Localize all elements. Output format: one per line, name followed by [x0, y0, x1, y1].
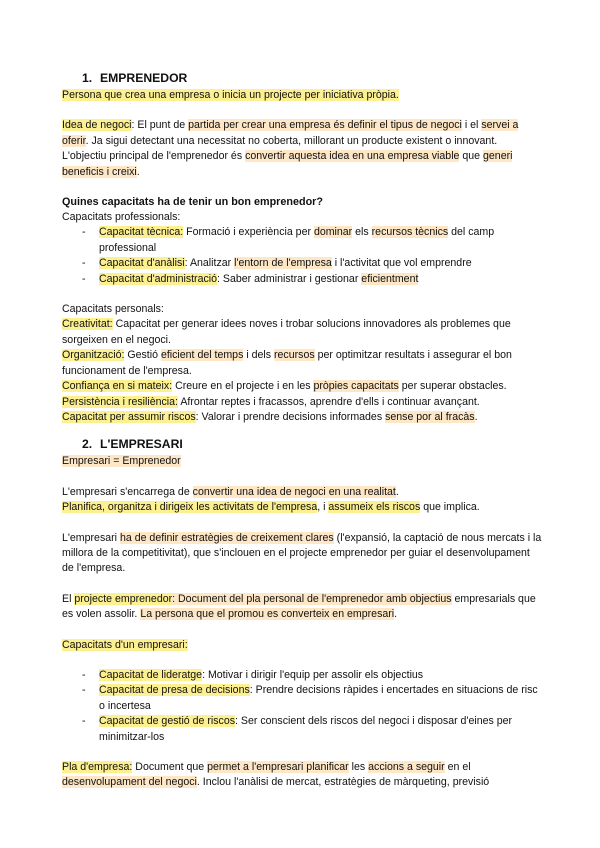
emprenedor-definition: Persona que crea una empresa o inicia un projecte per iniciativa pròpia. [62, 89, 399, 101]
empresari-paragraph-1: L'empresari s'encarrega de convertir una idea de negoci en una realitat. [62, 485, 399, 498]
list-item: - Capacitat d'administració: Saber administrar i gestionar eficientment [62, 272, 542, 287]
list-item: - Capacitat de presa de decisions: Prendre decisions ràpides i encertades en situacions de risc o incertesa [62, 683, 542, 714]
idea-de-negoci-term: Idea de negoci [62, 119, 132, 132]
creativitat-paragraph: Creativitat: Capacitat per generar idees noves i trobar solucions innovadores als problemes que sorgeixen en el negoci. [62, 318, 511, 346]
section-1-number: 1. [82, 71, 93, 85]
document-page [62, 68, 542, 791]
section-1-title: EMPRENEDOR [100, 71, 188, 85]
confianca-paragraph: Confiança en si mateix: Creure en el projecte i en les pròpies capacitats per superar obstacles. [62, 380, 507, 393]
personal-capacities-title: Capacitats personals: [62, 303, 164, 316]
riscos-paragraph: Capacitat per assumir riscos: Valorar i prendre decisions informades sense por al fracàs. [62, 410, 478, 423]
capacitats-question: Quines capacitats ha de tenir un bon emprenedor? [62, 196, 323, 209]
list-item: - Capacitat de lideratge: Motivar i dirigir l'equip per assolir els objectius [62, 668, 542, 683]
professional-capacities-list [62, 225, 542, 287]
list-item: - Capacitat tècnica: Formació i experiència per dominar els recursos tècnics del camp professional [62, 225, 542, 256]
professional-capacities-title: Capacitats professionals: [62, 211, 181, 224]
estrategies-paragraph: L'empresari ha de definir estratègies de creixement clares (l'expansió, la captació de nous mercats i la millora de la competitivitat), que s'inclouen en el projecte emprenedor per guiar el desenvolupament de l'empresa. [62, 531, 542, 575]
section-2-heading [62, 434, 542, 454]
organitzacio-paragraph: Organització: Gestió eficient del temps i dels recursos per optimitzar resultats i assegurar el bon funcionament de l'empresa. [62, 349, 512, 377]
capacitats-empresari-title: Capacitats d'un empresari: [62, 638, 188, 651]
pla-empresa-paragraph: Pla d'empresa: Document que permet a l'empresari planificar les accions a seguir en el desenvolupament del negoci. Inclou l'anàlisi de mercat, estratègies de màrqueting, previsió [62, 761, 490, 789]
section-2-number: 2. [82, 437, 93, 452]
projecte-emprenedor-paragraph: El projecte emprenedor: Document del pla personal de l'emprenedor amb objectius empresarials que es volen assolir. La persona que el promou es converteix en empresari. [62, 592, 536, 621]
list-item: - Capacitat de gestió de riscos: Ser conscient dels riscos del negoci i disposar d'eines per minimitzar-los [62, 714, 542, 745]
empresari-capacities-list [62, 668, 542, 745]
list-item: - Capacitat d'anàlisi: Analitzar l'entorn de l'empresa i l'activitat que vol emprendre [62, 256, 542, 271]
empresari-paragraph-2: Planifica, organitza i dirigeix les activitats de l'empresa, i assumeix els riscos que implica. [62, 501, 480, 514]
section-1-heading [62, 68, 542, 88]
persistencia-paragraph: Persistència i resiliència: Afrontar reptes i fracassos, aprendre d'ells i continuar avançant. [62, 395, 480, 408]
idea-de-negoci-paragraph: Idea de negoci: El punt de partida per crear una empresa és definir el tipus de negoci i el servei a oferir. Ja sigui detectant una necessitat no coberta, millorant un producte existent o innovant. L'objectiu principal de l'emprenedor és convertir aquesta idea en una empresa viable que generi beneficis i creixi. [62, 119, 519, 178]
empresari-equals: Empresari = Emprenedor [62, 455, 181, 468]
section-2-title: L'EMPRESARI [100, 437, 183, 452]
